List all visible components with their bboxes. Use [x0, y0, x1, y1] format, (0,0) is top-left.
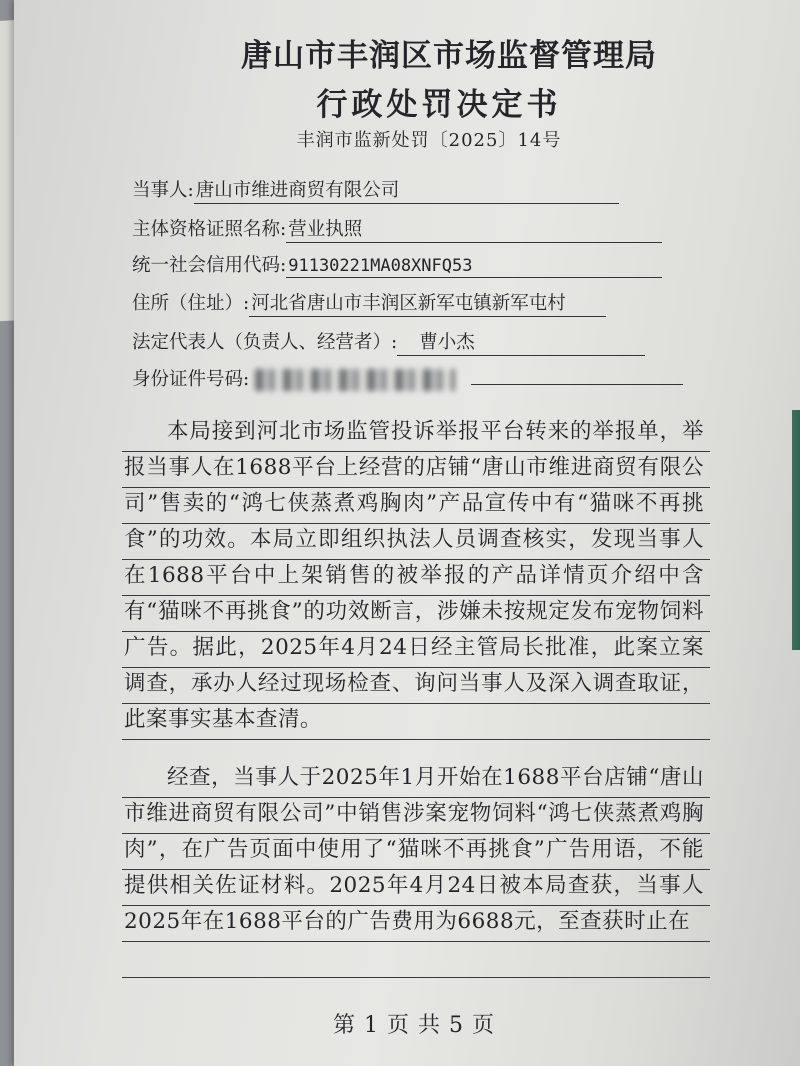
address-field [132, 289, 606, 317]
page-indicator: 第 1 页 共 5 页 [333, 1013, 495, 1038]
fact-paragraph-2 [124, 760, 704, 940]
credit-code-label: 统一社会信用代码: [132, 255, 287, 276]
credit-code-field [132, 251, 662, 278]
document-number: 丰润市监新处罚〔2025〕14号 [296, 130, 562, 151]
fact-paragraph-1 [124, 414, 704, 738]
id-number-underline [471, 383, 683, 385]
paragraph-text: 本局接到河北市场监管投诉举报平台转来的举报单，举报当事人在1688平台上经营的店铺“唐山市维进商贸有限公司”售卖的“鸿七侠蒸煮鸡胸肉”产品宣传中有“猫咪不再挑食”的功效。本局立即组织执法人员调查核实，发现当事人在1688平台中上架销售的被举报的产品详情页介绍中含有“猫咪不再挑食”的功效断言，涉嫌未按规定发布宠物饲料广告。据此，2025年4月24日经主管局长批准，此案立案调查，承办人经过现场检查、询问当事人及深入调查取证，此案事实基本查清。 [124, 419, 704, 732]
document-header [14, 30, 800, 152]
paragraph-text: 经查，当事人于2025年1月开始在1688平台店铺“唐山市维进商贸有限公司”中销售涉案宠物饲料“鸿七侠蒸煮鸡胸肉”，在广告页面中使用了“猫咪不再挑食”广告用语，不能提供相关佐证材料。2025年4月24日被本局查获，当事人2025年在1688平台的广告费用为6688元，至查获时止在 [124, 765, 704, 934]
address-value: 河北省唐山市丰润区新军屯镇新军屯村 [249, 289, 606, 317]
legal-rep-label: 法定代表人（负责人、经营者）: [132, 332, 398, 353]
document-page [14, 0, 800, 1066]
license-value: 营业执照 [286, 215, 662, 243]
id-number-field [132, 365, 683, 391]
id-number-label: 身份证件号码: [132, 369, 250, 390]
redacted-id-number [255, 369, 455, 391]
license-field [132, 215, 662, 243]
legal-rep-field [132, 328, 645, 356]
party-label: 当事人: [132, 180, 194, 201]
party-value: 唐山市维进商贸有限公司 [194, 176, 620, 204]
legal-rep-value: 曹小杰 [397, 328, 645, 356]
binder-edge [792, 410, 800, 650]
agency-title: 唐山市丰润区市场监督管理局 [241, 38, 657, 74]
credit-code-value: 91130221MA08XNFQ53 [286, 256, 662, 278]
address-label: 住所（住址）: [132, 293, 250, 314]
party-field [132, 176, 619, 204]
document-type-title: 行政处罚决定书 [316, 87, 562, 123]
license-label: 主体资格证照名称: [132, 219, 287, 240]
